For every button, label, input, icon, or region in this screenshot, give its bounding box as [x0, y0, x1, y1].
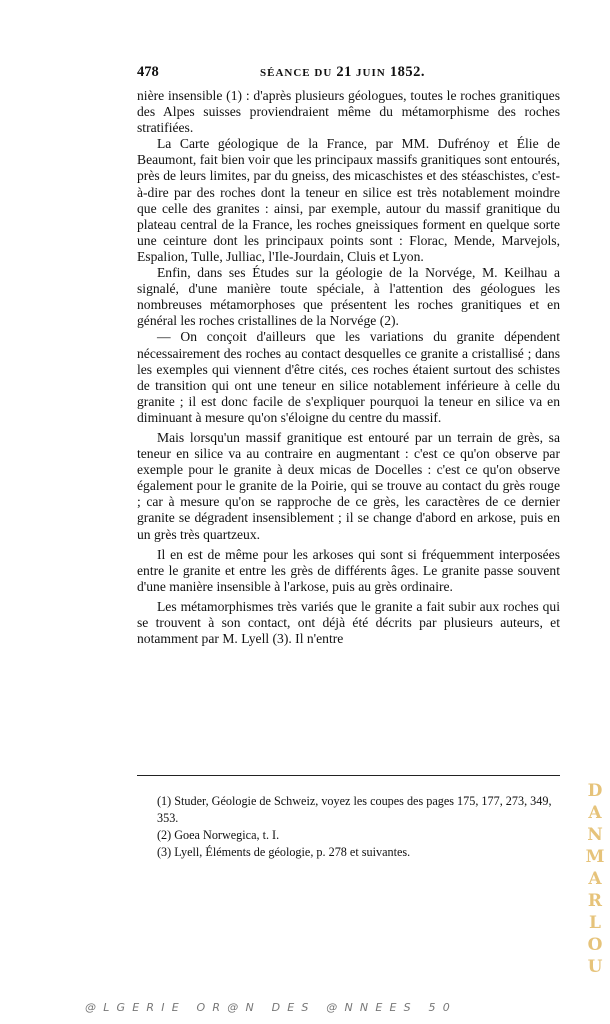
running-title [260, 64, 425, 81]
footnote-3: (3) Lyell, Éléments de géologie, p. 278 et suivantes. [157, 845, 411, 859]
footnote-2: (2) Goea Norwegica, t. I. [157, 828, 280, 842]
paragraph-gres: Mais lorsqu'un massif granitique est entouré par un terrain de grès, sa teneur en silice va au contraire en augmentant : c'est ce qu'on observe par exemple pour le granite à deux micas de Docelles : c'est ce qu'on observe également pour le granite de la Poirie, qui se trouve au contact du grès rouge ; car à mesure qu'on se rapproche de ce grès, les caractères de ce dernier granite se dégradent insensiblement ; il se change d'abord en arkose, puis en un grès très quartzeux. [137, 429, 560, 542]
running-title-month: JUIN [356, 67, 386, 79]
body-text [137, 88, 560, 647]
footnotes [157, 793, 560, 861]
paragraph-metamorphismes: Les métamorphismes très variés que le granite a fait subir aux roches qui se trouvent à son contact, ont déjà été décrits par plusieurs auteurs, et notamment par M. Lyell (3). Il n'entre [137, 598, 560, 647]
bottom-watermark: @LGERIE OR@N DES @NNEES 50 [85, 1001, 457, 1014]
footnote-1: (1) Studer, Géologie de Schweiz, voyez les coupes des pages 175, 177, 273, 349, 353. [157, 794, 552, 825]
paragraph-variations: — On conçoit d'ailleurs que les variations du granite dépendent nécessairement des roches au contact desquelles ce granite a cristallisé ; dans les exemples qui viennent d'être cités, ces roches étaient surtout des schistes de transition qui ont une teneur en silice notablement inférieure à celle du granite ; il est donc facile de s'expliquer pourquoi la teneur en silice va en diminuant à mesure qu'on s'éloigne du centre du massif. [137, 329, 560, 425]
running-title-seance: SÉANCE DU [260, 67, 333, 79]
paragraph-arkoses: Il en est de même pour les arkoses qui sont si fréquemment interposées entre le granite et entre les grès de différents âges. Le granite passe souvent d'une manière insensible à l'arkose, puis au grès ordinaire. [137, 546, 560, 594]
side-watermark: DANMARLOU [585, 781, 605, 977]
paragraph-continuation: nière insensible (1) : d'après plusieurs géologues, toutes le roches granitiques des Alpes suisses proviendraient même du métamorphisme des roches stratifiées. [137, 88, 560, 136]
footnote-divider [137, 775, 560, 776]
paragraph-carte-geologique: La Carte géologique de la France, par MM. Dufrénoy et Élie de Beaumont, fait bien voir que les principaux massifs granitiques sont entourés, près de leurs limites, par du gneiss, des micaschistes et des stéaschistes, c'est-à-dire par des roches dont la teneur en silice est très notablement moindre que celle des granites : ainsi, par exemple, autour du massif granitique du plateau central de la France, les roches gneissiques forment en quelque sorte une ceinture dont les principaux points sont : Florac, Mende, Marvejols, Espalion, Tulle, Julliac, l'Ile-Jourdain, Cluis et Lyon. [137, 136, 560, 264]
running-title-day: 21 [336, 64, 352, 80]
page-header [137, 64, 557, 84]
page-number: 478 [137, 64, 159, 80]
paragraph-norvege: Enfin, dans ses Études sur la géologie de la Norvége, M. Keilhau a signalé, d'une manière toute spéciale, à l'attention des géologues les nombreuses métamorphoses que présentent les roches granitiques et en général les roches cristallines de la Norvége (2). [137, 265, 560, 329]
running-title-year: 1852. [389, 64, 425, 80]
